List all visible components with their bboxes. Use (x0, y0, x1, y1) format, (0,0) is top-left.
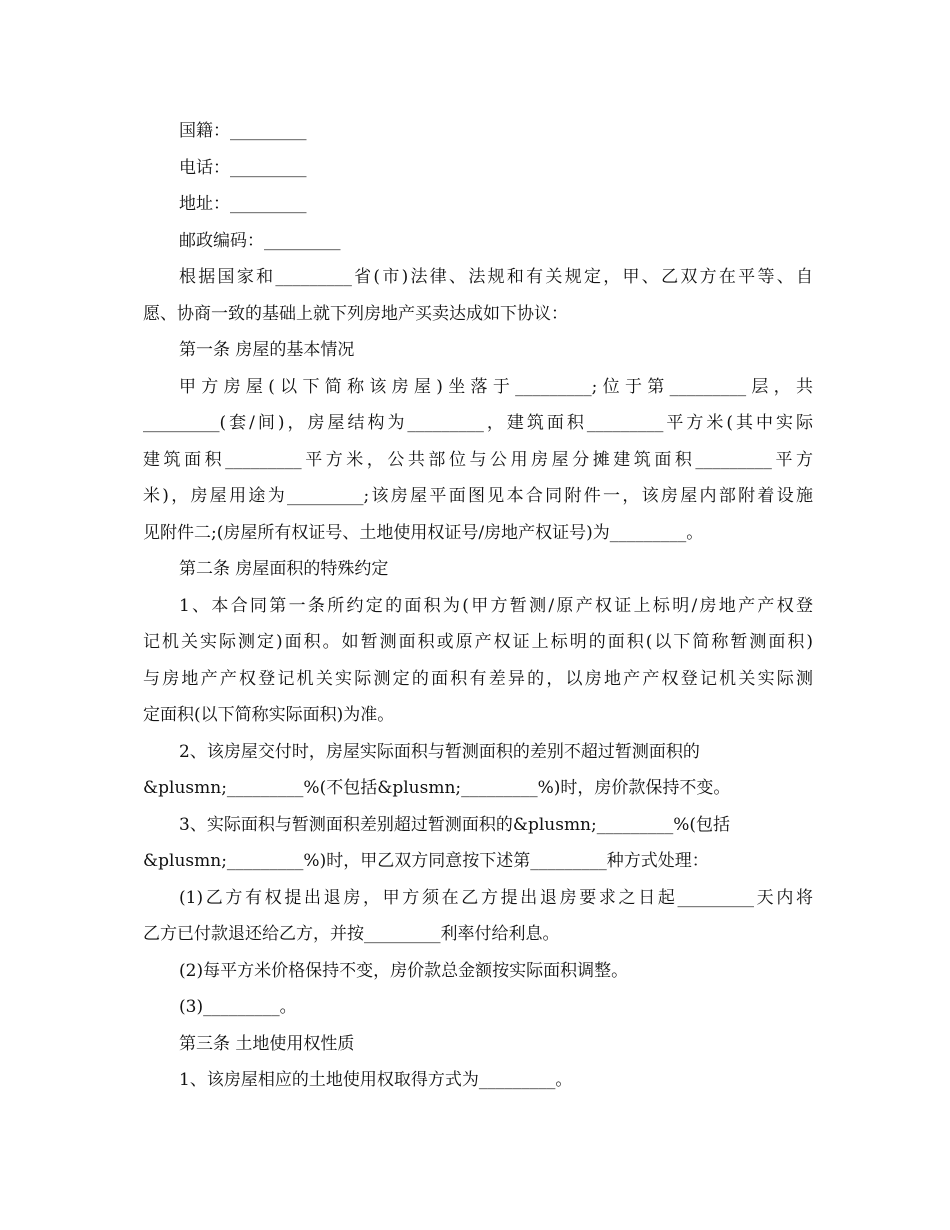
preamble-line-1: 根据国家和_________省(市)法律、法规和有关规定，甲、乙双方在平等、自 (179, 267, 813, 287)
option-1-line-2: 乙方已付款退还给乙方，并按_________利率付给利息。 (143, 924, 560, 944)
phone-line: 电话：_________ (179, 157, 307, 178)
option-2-line: (2)每平方米价格保持不变，房价款总金额按实际面积调整。 (179, 960, 629, 981)
preamble-line-2: 愿、协商一致的基础上就下列房地产买卖达成如下协议： (143, 303, 568, 324)
article-2-clause-2-line-2: &plusmn;_________%(不包括&plusmn;_________%)时，房价款保持不变。 (143, 778, 731, 798)
contract-body (143, 113, 813, 1099)
option-3-line: (3)_________。 (179, 997, 297, 1017)
article-2-clause-1-line-1: 1、本合同第一条所约定的面积为(甲方暂测/原产权证上标明/房地产产权登 (179, 595, 813, 616)
article-3-clause-1: 1、该房屋相应的土地使用权取得方式为_________。 (179, 1070, 573, 1090)
article-1-line-5: 见附件二;(房屋所有权证号、土地使用权证号/房地产权证号)为_________。 (143, 522, 704, 543)
article-1-line-4: 米)，房屋用途为_________;该房屋平面图见本合同附件一，该房屋内部附着设施 (143, 486, 813, 506)
article-2-heading: 第二条 房屋面积的特殊约定 (179, 559, 389, 579)
article-2-clause-2-line-1: 2、该房屋交付时，房屋实际面积与暂测面积的差别不超过暂测面积的 (179, 741, 700, 762)
article-2-clause-1-line-4: 定面积(以下简称实际面积)为准。 (143, 705, 395, 725)
article-2-clause-3-line-1: 3、实际面积与暂测面积差别超过暂测面积的&plusmn;_________%(包括 (179, 814, 731, 835)
option-1-line-1: (1)乙方有权提出退房，甲方须在乙方提出退房要求之日起_________天内将 (179, 887, 813, 908)
article-1-heading: 第一条 房屋的基本情况 (179, 340, 355, 360)
article-3-heading: 第三条 土地使用权性质 (179, 1033, 355, 1054)
article-2-clause-1-line-3: 与房地产产权登记机关实际测定的面积有差异的，以房地产产权登记机关实际测 (143, 668, 813, 689)
address-line: 地址：_________ (179, 194, 307, 214)
postal-code-line: 邮政编码：_________ (179, 230, 341, 251)
article-2-clause-3-line-2: &plusmn;_________%)时，甲乙双方同意按下述第_________种方式处理： (143, 851, 709, 871)
article-1-line-3: 建筑面积_________平方米，公共部位与公用房屋分摊建筑面积_________平方 (143, 449, 813, 470)
article-1-line-2: _________(套/间)，房屋结构为_________，建筑面积_________平方米(其中实际 (143, 413, 813, 433)
article-2-clause-1-line-2: 记机关实际测定)面积。如暂测面积或原产权证上标明的面积(以下简称暂测面积) (143, 632, 813, 652)
nationality-line: 国籍：_________ (179, 121, 307, 141)
article-1-line-1: 甲方房屋(以下简称该房屋)坐落于_________;位于第_________层，共 (179, 376, 813, 397)
